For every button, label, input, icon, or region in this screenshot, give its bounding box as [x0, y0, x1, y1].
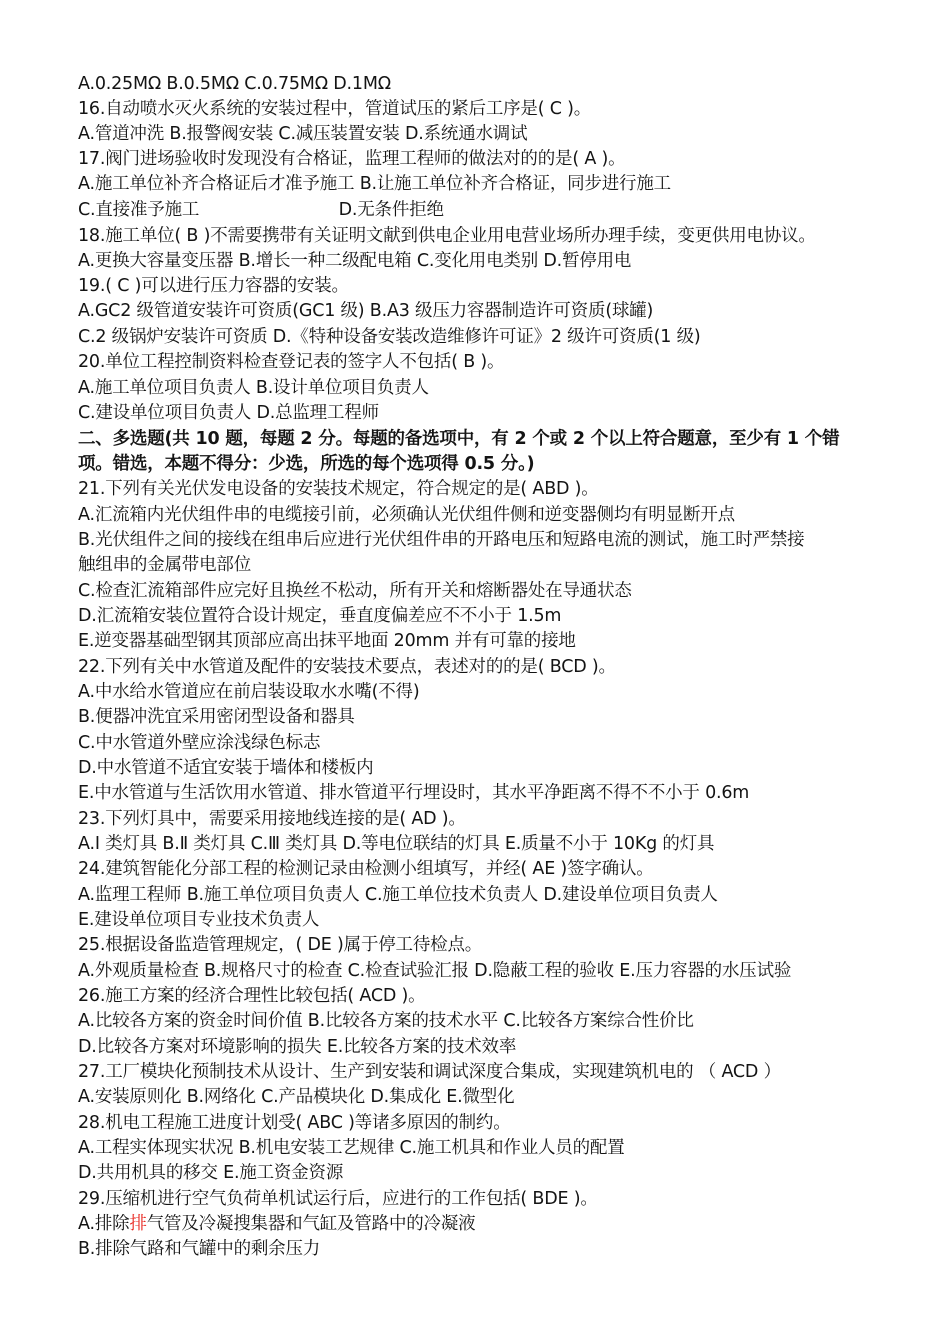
text-line: A.GC2 级管道安装许可资质(GC1 级) B.A3 级压力容器制造许可资质(球罐) — [78, 301, 654, 321]
question-23: 23.下列灯具中，需要采用接地线连接的是( AD )。 — [78, 809, 466, 829]
text-line: A.0.25MΩ B.0.5MΩ C.0.75MΩ D.1MΩ — [78, 74, 391, 94]
text-line: A.管道冲洗 B.报警阀安装 C.减压装置安装 D.系统通水调试 — [78, 124, 528, 144]
text-line — [78, 1212, 898, 1237]
text-line: C.检查汇流箱部件应完好且换丝不松动，所有开关和熔断器处在导通状态 — [78, 581, 632, 601]
text-line: D.共用机具的移交 E.施工资金资源 — [78, 1163, 344, 1183]
text-line: 触组串的金属带电部位 — [78, 555, 251, 575]
text-line: A.比较各方案的资金时间价值 B.比较各方案的技术水平 C.比较各方案综合性价比 — [78, 1011, 694, 1031]
question-17: 17.阀门进场验收时发现没有合格证，监理工程师的做法对的的是( A )。 — [78, 149, 626, 169]
question-24: 24.建筑智能化分部工程的检测记录由检测小组填写，并经( AE )签字确认。 — [78, 859, 654, 879]
text-line: A.施工单位项目负责人 B.设计单位项目负责人 — [78, 378, 429, 398]
text-line: E.中水管道与生活饮用水管道、排水管道平行埋设时，其水平净距离不得不不小于 0.6m — [78, 783, 750, 803]
question-27: 27.工厂模块化预制技术从设计、生产到安装和调试深度合集成，实现建筑机电的 （ ACD ） — [78, 1062, 781, 1082]
text-line: A.汇流箱内光伏组件串的电缆接引前，必须确认光伏组件侧和逆变器侧均有明显断开点 — [78, 505, 735, 525]
text-line: A.Ⅰ 类灯具 B.Ⅱ 类灯具 C.Ⅲ 类灯具 D.等电位联结的灯具 E.质量不小于 10Kg 的灯具 — [78, 834, 715, 854]
question-26: 26.施工方案的经济合理性比较包括( ACD )。 — [78, 986, 426, 1006]
text-line: C.中水管道外壁应涂浅绿色标志 — [78, 733, 321, 753]
text-line: A.施工单位补齐合格证后才准予施工 B.让施工单位补齐合格证，同步进行施工 — [78, 174, 671, 194]
question-20: 20.单位工程控制资料检查登记表的签字人不包括( B )。 — [78, 352, 505, 372]
text-line: A.外观质量检查 B.规格尺寸的检查 C.检查试验汇报 D.隐蔽工程的验收 E.压力容器的水压试验 — [78, 961, 792, 981]
highlighted-char: 排 — [129, 1214, 147, 1234]
text-line: A.中水给水管道应在前启装设取水水嘴(不得) — [78, 682, 420, 702]
text-line: E.逆变器基础型钢其顶部应高出抹平地面 20mm 并有可靠的接地 — [78, 631, 576, 651]
text-line: A.更换大容量变压器 B.增长一种二级配电箱 C.变化用电类别 D.暂停用电 — [78, 251, 632, 271]
text-line: B.排除气路和气罐中的剩余压力 — [78, 1239, 321, 1259]
text-line: D.汇流箱安装位置符合设计规定，垂直度偏差应不不小于 1.5m — [78, 606, 562, 626]
text-line: A.安装原则化 B.网络化 C.产品模块化 D.集成化 E.微型化 — [78, 1087, 515, 1107]
text-line: D.中水管道不适宜安装于墙体和楼板内 — [78, 758, 374, 778]
question-18: 18.施工单位( B )不需要携带有关证明文献到供电企业用电营业场所办理手续，变更供用电协议。 — [78, 226, 816, 246]
text-line: A.工程实体现实状况 B.机电安装工艺规律 C.施工机具和作业人员的配置 — [78, 1138, 625, 1158]
text-line: B.光伏组件之间的接线在组串后应进行光伏组件串的开路电压和短路电流的测试，施工时严禁接 — [78, 530, 805, 550]
section-heading-cont: 项。错选，本题不得分：少选，所选的每个选项得 0.5 分。) — [78, 454, 535, 474]
text-line: E.建设单位项目专业技术负责人 — [78, 910, 320, 930]
question-21: 21.下列有关光伏发电设备的安装技术规定，符合规定的是( ABD )。 — [78, 479, 599, 499]
question-16: 16.自动喷水灭火系统的安装过程中，管道试压的紧后工序是( C )。 — [78, 99, 592, 119]
section-heading: 二、多选题(共 10 题，每题 2 分。每题的备选项中，有 2 个或 2 个以上符合题意，至少有 1 个错 — [78, 429, 840, 449]
text-line: D.比较各方案对环境影响的损失 E.比较各方案的技术效率 — [78, 1037, 517, 1057]
text-line: B.便器冲洗宜采用密闭型设备和器具 — [78, 707, 355, 727]
question-29: 29.压缩机进行空气负荷单机试运行后，应进行的工作包括( BDE )。 — [78, 1189, 598, 1209]
question-22: 22.下列有关中水管道及配件的安装技术要点，表述对的的是( BCD )。 — [78, 657, 616, 677]
text-segment: A.排除 — [78, 1214, 130, 1234]
question-28: 28.机电工程施工进度计划受( ABC )等诸多原因的制约。 — [78, 1113, 511, 1133]
text-line: C.2 级锅炉安装许可资质 D.《特种设备安装改造维修许可证》2 级许可资质(1 级) — [78, 327, 701, 347]
text-line: A.监理工程师 B.施工单位项目负责人 C.施工单位技术负责人 D.建设单位项目负责人 — [78, 885, 718, 905]
text-segment: 气管及冷凝搜集器和气缸及管路中的冷凝液 — [146, 1214, 476, 1234]
text-line: C.直接准予施工 D.无条件拒绝 — [78, 200, 444, 220]
question-25: 25.根据设备监造管理规定，( DE )属于停工待检点。 — [78, 935, 483, 955]
text-line: C.建设单位项目负责人 D.总监理工程师 — [78, 403, 379, 423]
question-19: 19.( C )可以进行压力容器的安装。 — [78, 276, 349, 296]
